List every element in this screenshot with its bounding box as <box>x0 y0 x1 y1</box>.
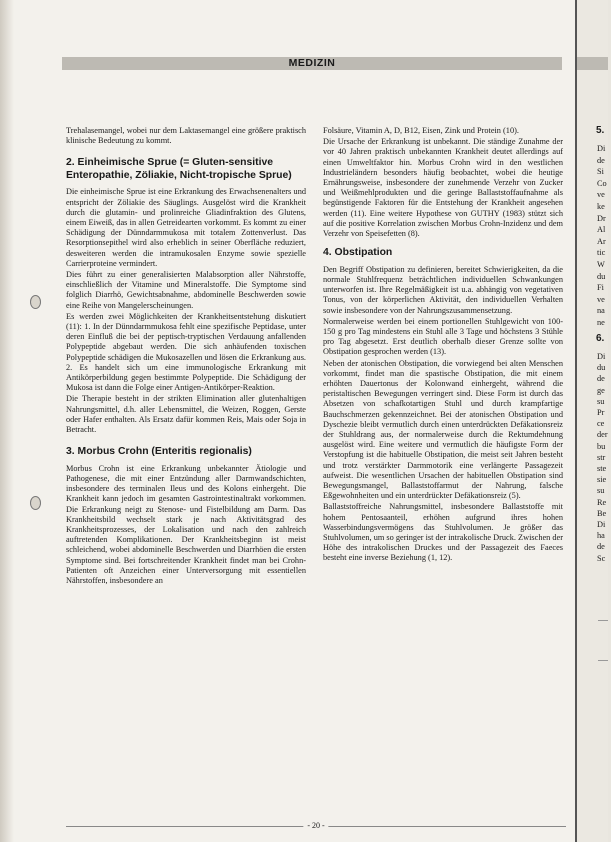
paragraph: Es werden zwei Möglichkeiten der Krankheitsentstehung diskutiert (11): 1. In der Dünndarmmukosa fehlt eine spezifische Peptidase, unter deren Einfluß die bei der peptisch-tryptischen Verdauung anfallenden Polypeptide abgebaut werden. Die sich anhäufenden toxischen Polypeptide schädigen die Mukosazellen und lösen die Erkrankung aus. 2. Es handelt sich um eine immunologische Erkrankung mit Antikörperbildung gegen bestimmte Polypeptide. Die Schädigung der Mukosa ist dann die Folge einer Antigen-Antikörper-Reaktion. <box>66 311 306 393</box>
next-page-text-fragment: de <box>597 374 605 384</box>
intro-paragraph: Trehalasemangel, wobei nur dem Laktasemangel eine größere praktisch klinische Bedeutung zu kommt. <box>66 126 306 146</box>
next-page-heading: 5. <box>596 125 605 136</box>
paragraph: Folsäure, Vitamin A, D, B12, Eisen, Zink und Protein (10). <box>323 126 519 135</box>
binder-edge <box>0 0 14 842</box>
next-page-text-fragment: ha <box>597 531 605 541</box>
next-page-text-fragment: Al <box>597 225 606 235</box>
paragraph: Normalerweise werden bei einem portionellen Stuhlgewicht von 100-150 g pro Tag mindestens ein Stuhl alle 3 Tage und höchstens 3 Stühle pro Tag abgesetzt. Erst deutlich oberhalb dieser Grenze sollte von Obstipation gesprochen werden (13). <box>323 316 563 357</box>
next-page-text-fragment: ne <box>597 318 605 327</box>
next-page-text-fragment: Re <box>597 497 607 507</box>
next-page-text-fragment: Dr <box>597 213 606 223</box>
next-page-text-fragment: ke <box>597 202 605 211</box>
section-header: MEDIZIN <box>62 57 562 70</box>
next-page-text-fragment: str <box>597 452 606 462</box>
paragraph: Ballaststoffreiche Nahrungsmittel, insbesondere Ballaststoffe mit hohem Pentosaanteil, erhöhen aufgrund ihres hohen Wasserbindungsvermögens das Stuhlvolumen. Je größer das Stuhlvolumen, um so geringer ist der intrakolische Druck. Zwischen der Höhe des intrakolischen Druckes und der Passagezeit des Faeces besteht eine inverse Beziehung (1, 12). <box>323 502 563 563</box>
punch-hole <box>30 295 41 309</box>
next-page-edge <box>575 0 608 842</box>
page-footer <box>66 821 566 835</box>
next-page-text-fragment: Pr <box>597 408 605 417</box>
paragraph: Die Ursache der Erkrankung ist unbekannt. Die ständige Zunahme der vor 40 Jahren praktisch unbekannten Krankheit deutet allerdings auf einen Umweltfaktor hin. Morbus Crohn wird in den westlichen Industrieländern besonders häufig beobachtet, wobei die heutige Ernährungsweise, insbesondere der zunehmende Verzehr von Zucker und Weißmehlprodukten und die geringe Ballaststoffaufnahme als begünstigende Faktoren für die Entstehung der Krankheit angesehen werden (11). Eine weitere Hypothese von GUTHY (1983) stützt sich auf die positive Korrelation zwischen Morbus Crohn-Inzidenz und dem Verzehr von Speisefetten (8). <box>323 137 563 239</box>
paragraph: Die Therapie besteht in der strikten Elimination aller glutenhaltigen Nahrungsmittel, d.h. aller Lebensmittel, die Weizen, Roggen, Gerste oder Hafer enthalten. Als Ersatz dafür kommen Reis, Mais oder Soja in Betracht. <box>66 394 306 435</box>
next-page-text-fragment: Sc <box>597 553 606 563</box>
next-page-text-fragment: Ar <box>597 236 606 246</box>
next-page-text-fragment: du <box>597 363 606 373</box>
next-page-text-fragment: de <box>597 155 605 165</box>
next-page-rule <box>598 620 608 622</box>
paragraph: Neben der atonischen Obstipation, die vorwiegend bei alten Menschen vorkommt, findet man die spastische Obstipation, die mit einem erhöhten Dauertonus der Kolonwand einhergeht, während die peristaltischen Bewegungen verringert sind. Diese Form ist durch das Absetzen von schafkotartigen Stuhl und durch krampfartige Bauchschmerzen gekennzeichnet. Bei der atonischen Obstipation und Dyschezie bleibt vermutlich durch einen unterdrückten Defäkationsreiz der Stuhldrang aus, der normalerweise durch die Rektumdehnung ausgelöst wird. Eine weitere und vermutlich die häufigste Form der Verstopfung ist die habituelle Obstipation, die meist seit Jahren besteht und trotz verstärkter Darmmotorik eine verlängerte Passagezeit aufweist. Die wesentlichen Ursachen der habituellen Obstipation sind Bewegungsmangel, Ballaststoffarmut der Nahrung, falsche Eßgewohnheiten und ein unterdrückter Defäkationsreiz (5). <box>323 358 563 501</box>
next-page-text-fragment: tic <box>597 248 606 258</box>
next-page-text-fragment: ste <box>597 464 607 473</box>
next-page-text-fragment: du <box>597 271 606 281</box>
paragraph: Dies führt zu einer generalisierten Malabsorption aller Nährstoffe, einschließlich der Vitamine und Mineralstoffe. Die Symptome sind folglich Diarrhö, Gewichtsabnahme, abdominelle Beschwerden sowie eine Reihe von Mangelerscheinungen. <box>66 270 306 310</box>
next-page-text-fragment: W <box>597 260 605 269</box>
next-page-heading: 6. <box>596 333 605 344</box>
heading-section-3: 3. Morbus Crohn (Enteritis regionalis) <box>66 446 252 458</box>
paragraph: Den Begriff Obstipation zu definieren, bereitet Schwierigkeiten, da die normale Stuhlfrequenz beträchtlichen individuellen Schwankungen unterworfen ist. Ihre Regelmäßigkeit ist u.a. abhängig von vegetativen Tonus, von der körperlichen Aktivität, den individuellen Verhalten sowie insbesondere von der Nahrungszusammensetzung. <box>323 264 563 315</box>
next-page-text-fragment: ve <box>597 294 605 304</box>
page-number: - 20 - <box>303 821 328 831</box>
heading-section-2: 2. Einheimische Sprue (= Gluten-sensitive Enteropathie, Zöliakie, Nicht-tropische Sprue) <box>66 157 292 181</box>
next-page-text-fragment: Co <box>597 178 607 188</box>
next-page-text-fragment: Di <box>597 520 606 529</box>
next-page-text-fragment: Di <box>597 352 606 361</box>
next-page-text-fragment: ce <box>597 419 605 429</box>
next-page-text-fragment: Fi <box>597 283 604 293</box>
left-column <box>66 126 306 587</box>
next-page-text-fragment: ve <box>597 190 605 200</box>
heading-section-4: 4. Obstipation <box>323 247 393 259</box>
next-page-text-fragment: Di <box>597 144 606 153</box>
next-page-text-fragment: su <box>597 396 605 406</box>
next-page-header-bar <box>577 57 608 70</box>
next-page-text-fragment: su <box>597 486 605 496</box>
next-page-rule <box>598 660 608 662</box>
next-page-text-fragment: bu <box>597 441 606 451</box>
next-page-text-fragment: Si <box>597 167 604 177</box>
right-column <box>323 126 563 565</box>
next-page-text-fragment: sie <box>597 475 607 485</box>
next-page-text-fragment: der <box>597 430 608 440</box>
next-page-text-fragment: ge <box>597 385 605 395</box>
next-page-text-fragment: de <box>597 542 605 552</box>
next-page-text-fragment: Be <box>597 508 607 518</box>
paragraph: Die einheimische Sprue ist eine Erkrankung des Erwachsenenalters und entspricht der Zöliakie des Säuglings. Ausgelöst wird die Krankheit durch die glutamin- und prolinreiche Gliadinfraktion des Glutens, einem Eiweiß, das in allen Getreidearten vorkommt. Es kommt zu einer Schädigung der Dünndarmmukosa mit totalem Zottenverlust. Das Resorptionsepithel wird also erheblich in seiner Oberfläche reduziert, desweiteren werden die intramukosalen Enzyme sowie spezielle Carrierproteine vermindert. <box>66 187 306 268</box>
punch-hole <box>30 496 41 510</box>
next-page-text-fragment: na <box>597 306 605 316</box>
paragraph: Morbus Crohn ist eine Erkrankung unbekannter Ätiologie und Pathogenese, die mit einer Entzündung aller Darmwandschichten, insbesondere des terminalen Ileus und des Kolons einhergeht. Die Krankheit kann jedoch im gesamten Gastrointestinaltrakt vorkommen. Die Erkrankung neigt zu Stenose- und Fistelbildung am Darm. Das Krankheitsbild wechselt stark je nach Aktivitätsgrad des Krankheitsprozesses, der Lokalisation und nach den zahlreich auftretenden Komplikationen. Der Krankheitsbeginn ist meist schleichend, wobei abdominelle Beschwerden und Diarrhöen die ersten Symptome sind. Bei fortschreitender Krankheit findet man bei Crohn-Patienten oft Anzeichen einer Unterversorgung mit essentiellen Nährstoffen, insbesondere an <box>66 463 306 586</box>
